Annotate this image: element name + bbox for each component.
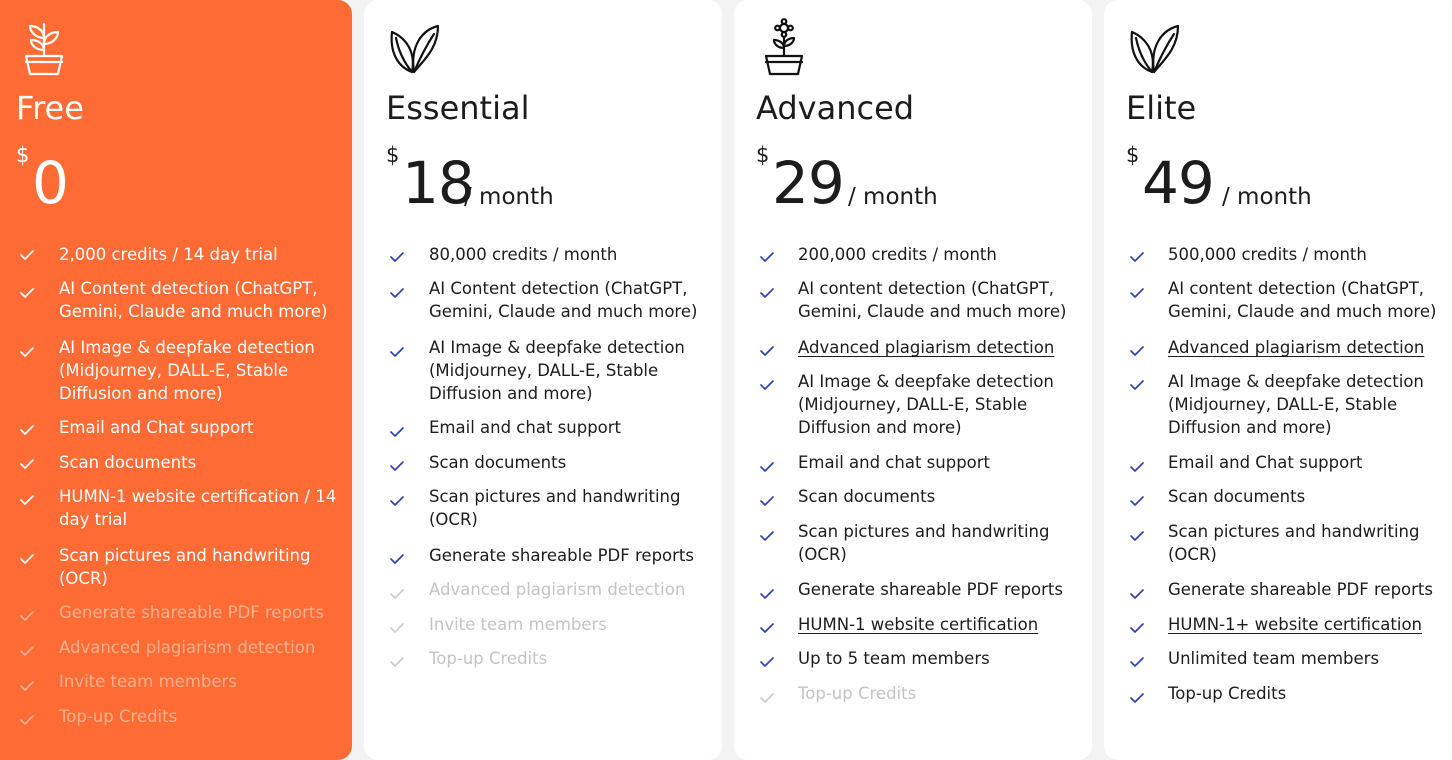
feature-item: Email and chat support bbox=[798, 453, 991, 472]
feature-item: Scan documents bbox=[59, 453, 197, 472]
check-icon bbox=[1130, 588, 1144, 600]
check-icon bbox=[760, 530, 774, 542]
feature-item-disabled: Advanced plagiarism detection bbox=[59, 638, 316, 657]
feature-item-disabled: Invite team members bbox=[59, 672, 237, 691]
feature-item: Scan documents bbox=[798, 487, 936, 506]
feature-item: HUMN-1 website certification / 14 day trial bbox=[59, 487, 337, 529]
price-currency: $ bbox=[16, 143, 30, 167]
price-amount: 0 bbox=[32, 149, 68, 217]
check-icon bbox=[20, 249, 34, 261]
feature-link-plagiarism[interactable]: Advanced plagiarism detection bbox=[1168, 338, 1425, 357]
feature-item: Email and Chat support bbox=[1168, 453, 1363, 472]
price-currency: $ bbox=[386, 143, 400, 167]
feature-item: AI Image & deepfake detection (Midjourney, DALL-E, Stable Diffusion and more) bbox=[59, 338, 315, 403]
check-icon bbox=[20, 424, 34, 436]
plan-title: Advanced bbox=[756, 89, 915, 127]
check-icon bbox=[390, 426, 404, 438]
feature-link-website-certification[interactable]: HUMN-1+ website certification bbox=[1168, 615, 1422, 634]
feature-item: Generate shareable PDF reports bbox=[1168, 580, 1433, 599]
feature-item: Scan documents bbox=[1168, 487, 1306, 506]
price-period: / month bbox=[848, 184, 938, 210]
feature-item-disabled: Generate shareable PDF reports bbox=[59, 603, 324, 622]
check-icon bbox=[1130, 692, 1144, 704]
feature-item: AI content detection (ChatGPT, Gemini, Claude and much more) bbox=[1168, 279, 1437, 321]
check-icon bbox=[20, 346, 34, 358]
check-icon bbox=[20, 553, 34, 565]
feature-item: Scan pictures and handwriting (OCR) bbox=[1168, 522, 1420, 564]
check-icon bbox=[760, 379, 774, 391]
leaves-icon bbox=[386, 18, 446, 78]
feature-item: 2,000 credits / 14 day trial bbox=[59, 245, 278, 264]
feature-item: Email and Chat support bbox=[59, 418, 254, 437]
check-icon bbox=[1130, 251, 1144, 263]
check-icon bbox=[390, 287, 404, 299]
feature-item: AI content detection (ChatGPT, Gemini, Claude and much more) bbox=[798, 279, 1067, 321]
feature-link-plagiarism[interactable]: Advanced plagiarism detection bbox=[798, 338, 1055, 357]
feature-item: Generate shareable PDF reports bbox=[798, 580, 1063, 599]
check-icon bbox=[20, 610, 34, 622]
feature-link-website-certification[interactable]: HUMN-1 website certification bbox=[798, 615, 1039, 634]
plan-card-essential bbox=[364, 0, 722, 760]
check-icon bbox=[20, 458, 34, 470]
check-icon bbox=[20, 714, 34, 726]
feature-item: AI Content detection (ChatGPT, Gemini, Claude and much more) bbox=[59, 279, 328, 321]
check-icon bbox=[760, 656, 774, 668]
feature-item: 200,000 credits / month bbox=[798, 245, 997, 264]
check-icon bbox=[1130, 622, 1144, 634]
plan-card-elite bbox=[1104, 0, 1452, 760]
check-icon bbox=[390, 656, 404, 668]
check-icon bbox=[760, 692, 774, 704]
check-icon bbox=[390, 622, 404, 634]
price-amount: 18 bbox=[402, 149, 474, 217]
feature-item: Generate shareable PDF reports bbox=[429, 546, 694, 565]
price-amount: 49 bbox=[1142, 149, 1214, 217]
feature-item: Scan documents bbox=[429, 453, 567, 472]
check-icon bbox=[1130, 379, 1144, 391]
seedling-pot-icon bbox=[14, 18, 74, 78]
check-icon bbox=[1130, 656, 1144, 668]
price-amount: 29 bbox=[772, 149, 844, 217]
feature-item-disabled: Top-up Credits bbox=[59, 707, 178, 726]
check-icon bbox=[1130, 461, 1144, 473]
check-icon bbox=[390, 495, 404, 507]
check-icon bbox=[1130, 345, 1144, 357]
check-icon bbox=[20, 494, 34, 506]
check-icon bbox=[760, 461, 774, 473]
feature-item: AI Image & deepfake detection (Midjourney, DALL-E, Stable Diffusion and more) bbox=[1168, 372, 1424, 437]
check-icon bbox=[1130, 287, 1144, 299]
feature-item: AI Image & deepfake detection (Midjourney, DALL-E, Stable Diffusion and more) bbox=[798, 372, 1054, 437]
feature-item: Scan pictures and handwriting (OCR) bbox=[59, 546, 311, 588]
check-icon bbox=[390, 460, 404, 472]
price-period: / month bbox=[1222, 184, 1312, 210]
feature-item: AI Content detection (ChatGPT, Gemini, Claude and much more) bbox=[429, 279, 698, 321]
plan-title: Essential bbox=[386, 89, 530, 127]
check-icon bbox=[760, 287, 774, 299]
check-icon bbox=[390, 251, 404, 263]
check-icon bbox=[20, 680, 34, 692]
feature-item: Up to 5 team members bbox=[798, 649, 990, 668]
check-icon bbox=[20, 287, 34, 299]
feature-item-disabled: Invite team members bbox=[429, 615, 607, 634]
leaves-icon bbox=[1126, 18, 1186, 78]
check-icon bbox=[20, 645, 34, 657]
check-icon bbox=[760, 588, 774, 600]
price-currency: $ bbox=[756, 143, 770, 167]
feature-item-disabled: Top-up Credits bbox=[429, 649, 548, 668]
check-icon bbox=[390, 553, 404, 565]
feature-item: Scan pictures and handwriting (OCR) bbox=[798, 522, 1050, 564]
price-currency: $ bbox=[1126, 143, 1140, 167]
check-icon bbox=[390, 346, 404, 358]
check-icon bbox=[760, 345, 774, 357]
feature-item: Unlimited team members bbox=[1168, 649, 1380, 668]
feature-item: 80,000 credits / month bbox=[429, 245, 618, 264]
plan-card-free bbox=[0, 0, 352, 760]
feature-item-disabled: Top-up Credits bbox=[798, 684, 917, 703]
check-icon bbox=[760, 622, 774, 634]
check-icon bbox=[760, 495, 774, 507]
feature-item: Top-up Credits bbox=[1168, 684, 1287, 703]
feature-item-disabled: Advanced plagiarism detection bbox=[429, 580, 686, 599]
flower-pot-icon bbox=[756, 18, 816, 78]
feature-item: Email and chat support bbox=[429, 418, 622, 437]
plan-title: Free bbox=[16, 89, 84, 127]
price-period: / month bbox=[464, 184, 554, 210]
feature-item: AI Image & deepfake detection (Midjourney, DALL-E, Stable Diffusion and more) bbox=[429, 338, 685, 403]
plan-title: Elite bbox=[1126, 89, 1197, 127]
check-icon bbox=[390, 588, 404, 600]
check-icon bbox=[1130, 495, 1144, 507]
check-icon bbox=[760, 251, 774, 263]
check-icon bbox=[1130, 530, 1144, 542]
feature-item: 500,000 credits / month bbox=[1168, 245, 1367, 264]
feature-item: Scan pictures and handwriting (OCR) bbox=[429, 487, 681, 529]
plan-card-advanced bbox=[734, 0, 1092, 760]
